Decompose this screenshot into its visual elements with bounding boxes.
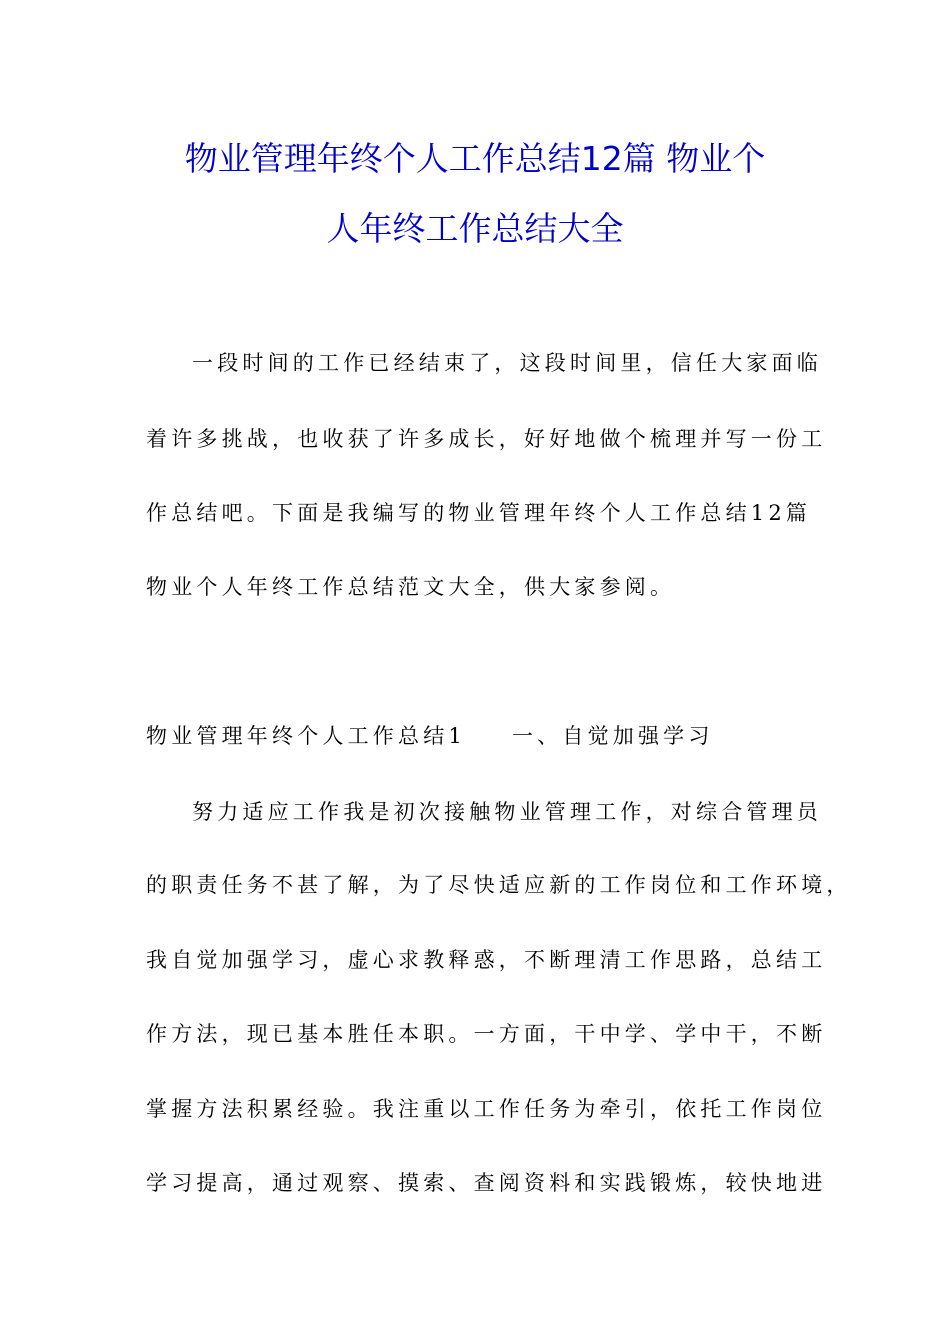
body-paragraph-line: 我自觉加强学习，虚心求教释惑，不断理清工作思路，总结工: [146, 948, 827, 972]
body-paragraph-line: 的职责任务不甚了解，为了尽快适应新的工作岗位和工作环境，: [146, 873, 852, 897]
section-heading-row: [146, 720, 714, 750]
body-paragraph-line: 学习提高，通过观察、摸索、查阅资料和实践锻炼，较快地进: [146, 1171, 827, 1195]
intro-paragraph-line: 着许多挑战，也收获了许多成长，好好地做个梳理并写一份工: [146, 427, 827, 451]
body-paragraph-line: 努力适应工作我是初次接触物业管理工作，对综合管理员: [192, 800, 822, 824]
intro-paragraph-line: 物业个人年终工作总结范文大全，供大家参阅。: [146, 575, 676, 599]
document-title-line-1: 物业管理年终个人工作总结12篇 物业个: [184, 139, 766, 178]
intro-paragraph-line: 一段时间的工作已经结束了，这段时间里，信任大家面临: [192, 351, 822, 375]
body-paragraph-line: 掌握方法积累经验。我注重以工作任务为牵引，依托工作岗位: [146, 1097, 827, 1121]
section-heading: 物业管理年终个人工作总结1: [146, 724, 466, 748]
body-paragraph-line: 作方法，现已基本胜任本职。一方面，干中学、学中干，不断: [146, 1022, 827, 1046]
section-subheading: 一、自觉加强学习: [511, 724, 714, 748]
document-title-line-2: 人年终工作总结大全: [326, 209, 624, 248]
intro-paragraph-line: 作总结吧。下面是我编写的物业管理年终个人工作总结12篇: [146, 501, 812, 525]
